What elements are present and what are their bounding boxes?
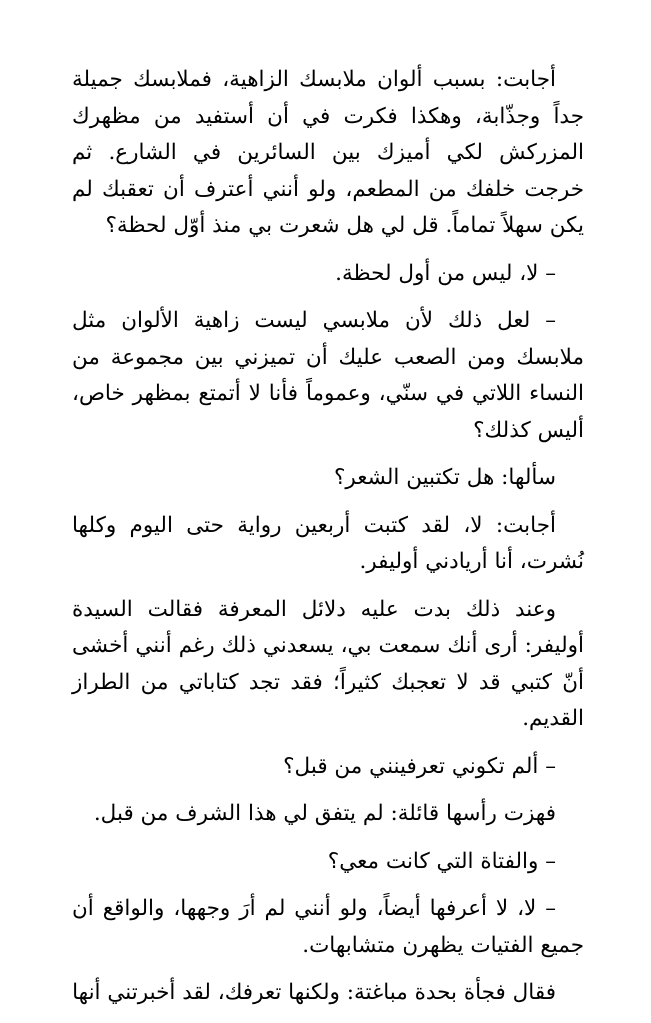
paragraph-4: سألها: هل تكتبين الشعر؟ xyxy=(334,465,556,490)
book-page-text xyxy=(72,62,584,1023)
paragraph-1: أجابت: بسبب ألوان ملابسك الزاهية، فملابسك جميلة جداً وجذّابة، وهكذا فكرت في أن أستفيد من مظهرك المزركش لكي أميزك بين السائرين في الشارع. ثم خرجت خلفك من المطعم، ولو أنني أعترف أن تعقبك لم يكن سهلاً تماماً. قل لي هل شعرت بي منذ أوّل لحظة؟ xyxy=(72,67,584,238)
paragraph-2: – لا، ليس من أول لحظة. xyxy=(335,260,556,286)
paragraph-3: – لعل ذلك لأن ملابسي ليست زاهية الألوان مثل ملابسك ومن الصعب عليك أن تميزني بين مجموعة من النساء اللاتي في سنّي، وعموماً فأنا لا أتمتع بمظهر خاص، أليس كذلك؟ xyxy=(72,308,584,443)
paragraph-8: فهزت رأسها قائلة: لم يتفق لي هذا الشرف من قبل. xyxy=(93,801,556,826)
paragraph-5: أجابت: لا، لقد كتبت أربعين رواية حتى اليوم وكلها نُشرت، أنا أريادني أوليفر. xyxy=(72,512,584,574)
paragraph-6: وعند ذلك بدت عليه دلائل المعرفة فقالت السيدة أوليفر: أرى أنك سمعت بي، يسعدني ذلك رغم أنني أخشى أنّ كتبي قد لا تعجبك كثيراً؛ فقد تجد كتاباتي من الطراز القديم. xyxy=(72,596,584,731)
paragraph-10: – لا، لا أعرفها أيضاً، ولو أنني لم أرَ وجهها، والواقع أن جميع الفتيات يظهرن متشابهات. xyxy=(72,896,584,958)
paragraph-7: – ألم تكوني تعرفينني من قبل؟ xyxy=(283,753,556,779)
paragraph-9: – والفتاة التي كانت معي؟ xyxy=(327,848,556,874)
paragraph-11: فقال فجأة بحدة مباغتة: ولكنها تعرفك، لقد أخبرتني أنها xyxy=(72,980,556,1005)
